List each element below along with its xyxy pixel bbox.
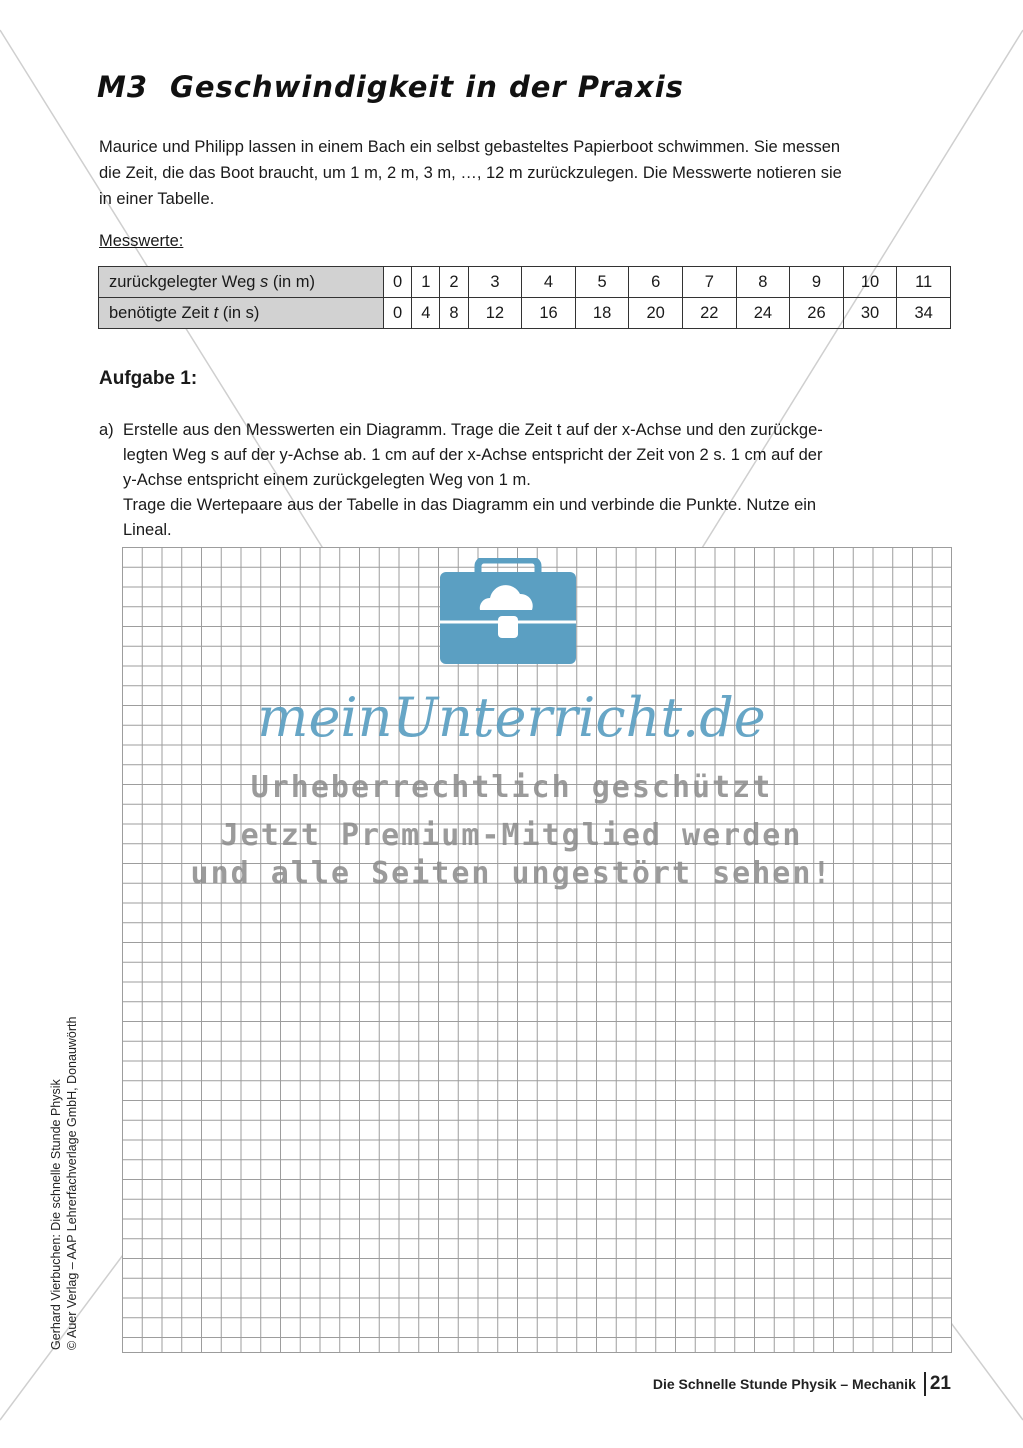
intro-line: in einer Tabelle. [99, 190, 215, 208]
table-cell: 12 [468, 298, 522, 329]
table-cell: 3 [468, 267, 522, 298]
table-cell: 20 [629, 298, 683, 329]
watermark-line-1: Urheberrechtlich geschützt [250, 770, 773, 805]
table-cell: 6 [629, 267, 683, 298]
briefcase-cloud-icon [438, 558, 578, 666]
graph-paper-grid [122, 547, 952, 1353]
sidebar-author: Gerhard Vierbuchen: Die schnelle Stunde Physik [49, 1079, 63, 1350]
watermark-brand: meinUnterricht.de [257, 686, 766, 749]
table-cell: 11 [897, 267, 951, 298]
table-cell: 5 [575, 267, 629, 298]
watermark-line-3: und alle Seiten ungestört sehen! [190, 856, 833, 891]
task-letter: a) [99, 421, 114, 439]
intro-line: die Zeit, die das Boot braucht, um 1 m, 2 m, 3 m, …, 12 m zurückzulegen. Die Messwerte notieren sie [99, 164, 842, 182]
footer-text: Die Schnelle Stunde Physik – Mechanik [652, 1376, 916, 1392]
table-cell: 34 [897, 298, 951, 329]
table-cell: 1 [412, 267, 440, 298]
watermark-line-2: Jetzt Premium-Mitglied werden [220, 818, 803, 853]
measurement-table [98, 266, 951, 329]
table-cell: 2 [440, 267, 468, 298]
aufgabe-heading: Aufgabe 1: [99, 368, 198, 389]
table-cell: 9 [790, 267, 844, 298]
table-cell: 26 [790, 298, 844, 329]
table-cell: 7 [682, 267, 736, 298]
table-cell: 10 [843, 267, 897, 298]
task-line: legten Weg s auf der y-Achse ab. 1 cm auf der x-Achse entspricht der Zeit von 2 s. 1 cm auf der [123, 446, 823, 464]
task-line: Erstelle aus den Messwerten ein Diagramm. Trage die Zeit t auf der x-Achse und den zurückge- [123, 421, 823, 439]
table-cell: 24 [736, 298, 790, 329]
table-cell: 16 [522, 298, 576, 329]
intro-line: Maurice und Philipp lassen in einem Bach ein selbst gebasteltes Papierboot schwimmen. Sie messen [99, 138, 841, 156]
copyright-sidebar [48, 1017, 80, 1350]
task-a [99, 418, 929, 543]
intro-paragraph [99, 134, 949, 212]
title-number: M3 [97, 70, 149, 104]
task-line: Trage die Wertepaare aus der Tabelle in das Diagramm ein und verbinde die Punkte. Nutze ein [123, 496, 817, 514]
footer-separator [924, 1372, 926, 1396]
task-text [123, 418, 929, 543]
title-text: Geschwindigkeit in der Praxis [170, 70, 684, 104]
table-row-distance [99, 267, 951, 298]
messwerte-label: Messwerte: [99, 232, 184, 250]
table-cell: 4 [522, 267, 576, 298]
table-cell: 8 [736, 267, 790, 298]
page-title [97, 70, 684, 104]
page-footer [653, 1372, 951, 1396]
task-line: y-Achse entspricht einem zurückgelegten Weg von 1 m. [123, 471, 531, 489]
task-line: Lineal. [123, 521, 172, 539]
table-row-time [99, 298, 951, 329]
table-cell: 8 [440, 298, 468, 329]
table-cell: 0 [384, 298, 412, 329]
table-cell: 30 [843, 298, 897, 329]
table-cell: 22 [682, 298, 736, 329]
row-header-distance: zurückgelegter Weg s (in m) [99, 267, 384, 298]
sidebar-publisher: © Auer Verlag – AAP Lehrerfachverlage GmbH, Donauwörth [65, 1016, 79, 1350]
table-cell: 4 [412, 298, 440, 329]
page-number: 21 [929, 1373, 951, 1394]
table-cell: 0 [384, 267, 412, 298]
row-header-time: benötigte Zeit t (in s) [99, 298, 384, 329]
table-cell: 18 [575, 298, 629, 329]
